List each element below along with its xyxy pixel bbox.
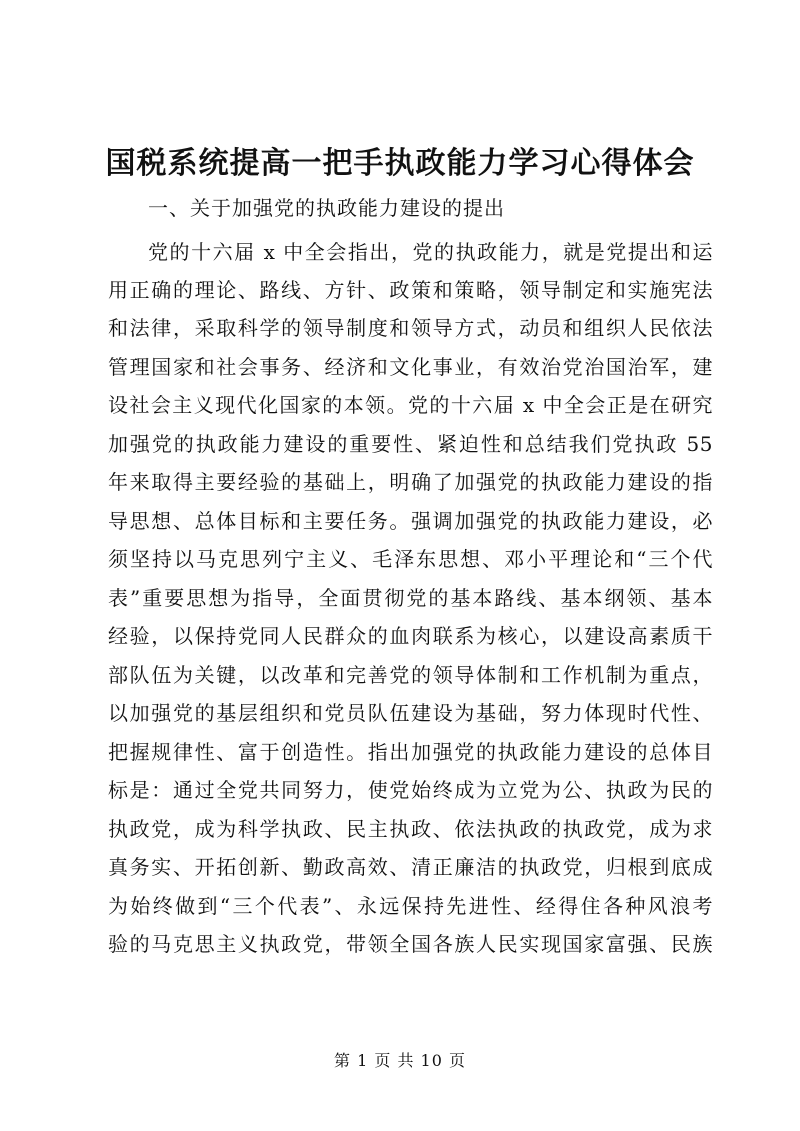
body-line: 为始终做到“三个代表”、永远保持先进性、经得住各种风浪考 [108, 894, 713, 918]
body-line: 加强党的执政能力建设的重要性、紧迫性和总结我们党执政 55 [108, 432, 713, 456]
section-heading: 一、关于加强党的执政能力建设的提出 [148, 196, 505, 220]
body-line: 标是：通过全党共同努力，使党始终成为立党为公、执政为民的 [108, 778, 713, 802]
body-line: 和法律，采取科学的领导制度和领导方式，动员和组织人民依法 [108, 316, 713, 340]
document-title: 国税系统提高一把手执政能力学习心得体会 [105, 146, 695, 181]
body-line: 年来取得主要经验的基础上，明确了加强党的执政能力建设的指 [108, 470, 713, 494]
body-line: 设社会主义现代化国家的本领。党的十六届 x 中全会正是在研究 [108, 393, 713, 417]
body-line: 以加强党的基层组织和党员队伍建设为基础，努力体现时代性、 [108, 701, 713, 725]
body-line: 用正确的理论、路线、方针、政策和策略，领导制定和实施宪法 [108, 278, 713, 302]
body-line: 验的马克思主义执政党，带领全国各族人民实现国家富强、民族 [108, 932, 713, 956]
body-line: 党的十六届 x 中全会指出，党的执政能力，就是党提出和运 [148, 240, 713, 264]
body-line: 执政党，成为科学执政、民主执政、依法执政的执政党，成为求 [108, 817, 713, 841]
body-line: 管理国家和社会事务、经济和文化事业，有效治党治国治军，建 [108, 355, 713, 379]
page-number-footer: 第 1 页 共 10 页 [334, 1051, 466, 1070]
body-line: 表”重要思想为指导，全面贯彻党的基本路线、基本纲领、基本 [108, 586, 713, 610]
body-line: 真务实、开拓创新、勤政高效、清正廉洁的执政党，归根到底成 [108, 855, 713, 879]
body-line: 须坚持以马克思列宁主义、毛泽东思想、邓小平理论和“三个代 [108, 547, 713, 571]
body-line: 经验，以保持党同人民群众的血肉联系为核心，以建设高素质干 [108, 624, 713, 648]
body-line: 部队伍为关键，以改革和完善党的领导体制和工作机制为重点， [108, 663, 713, 687]
body-line: 导思想、总体目标和主要任务。强调加强党的执政能力建设，必 [108, 509, 713, 533]
body-line: 把握规律性、富于创造性。指出加强党的执政能力建设的总体目 [108, 740, 713, 764]
